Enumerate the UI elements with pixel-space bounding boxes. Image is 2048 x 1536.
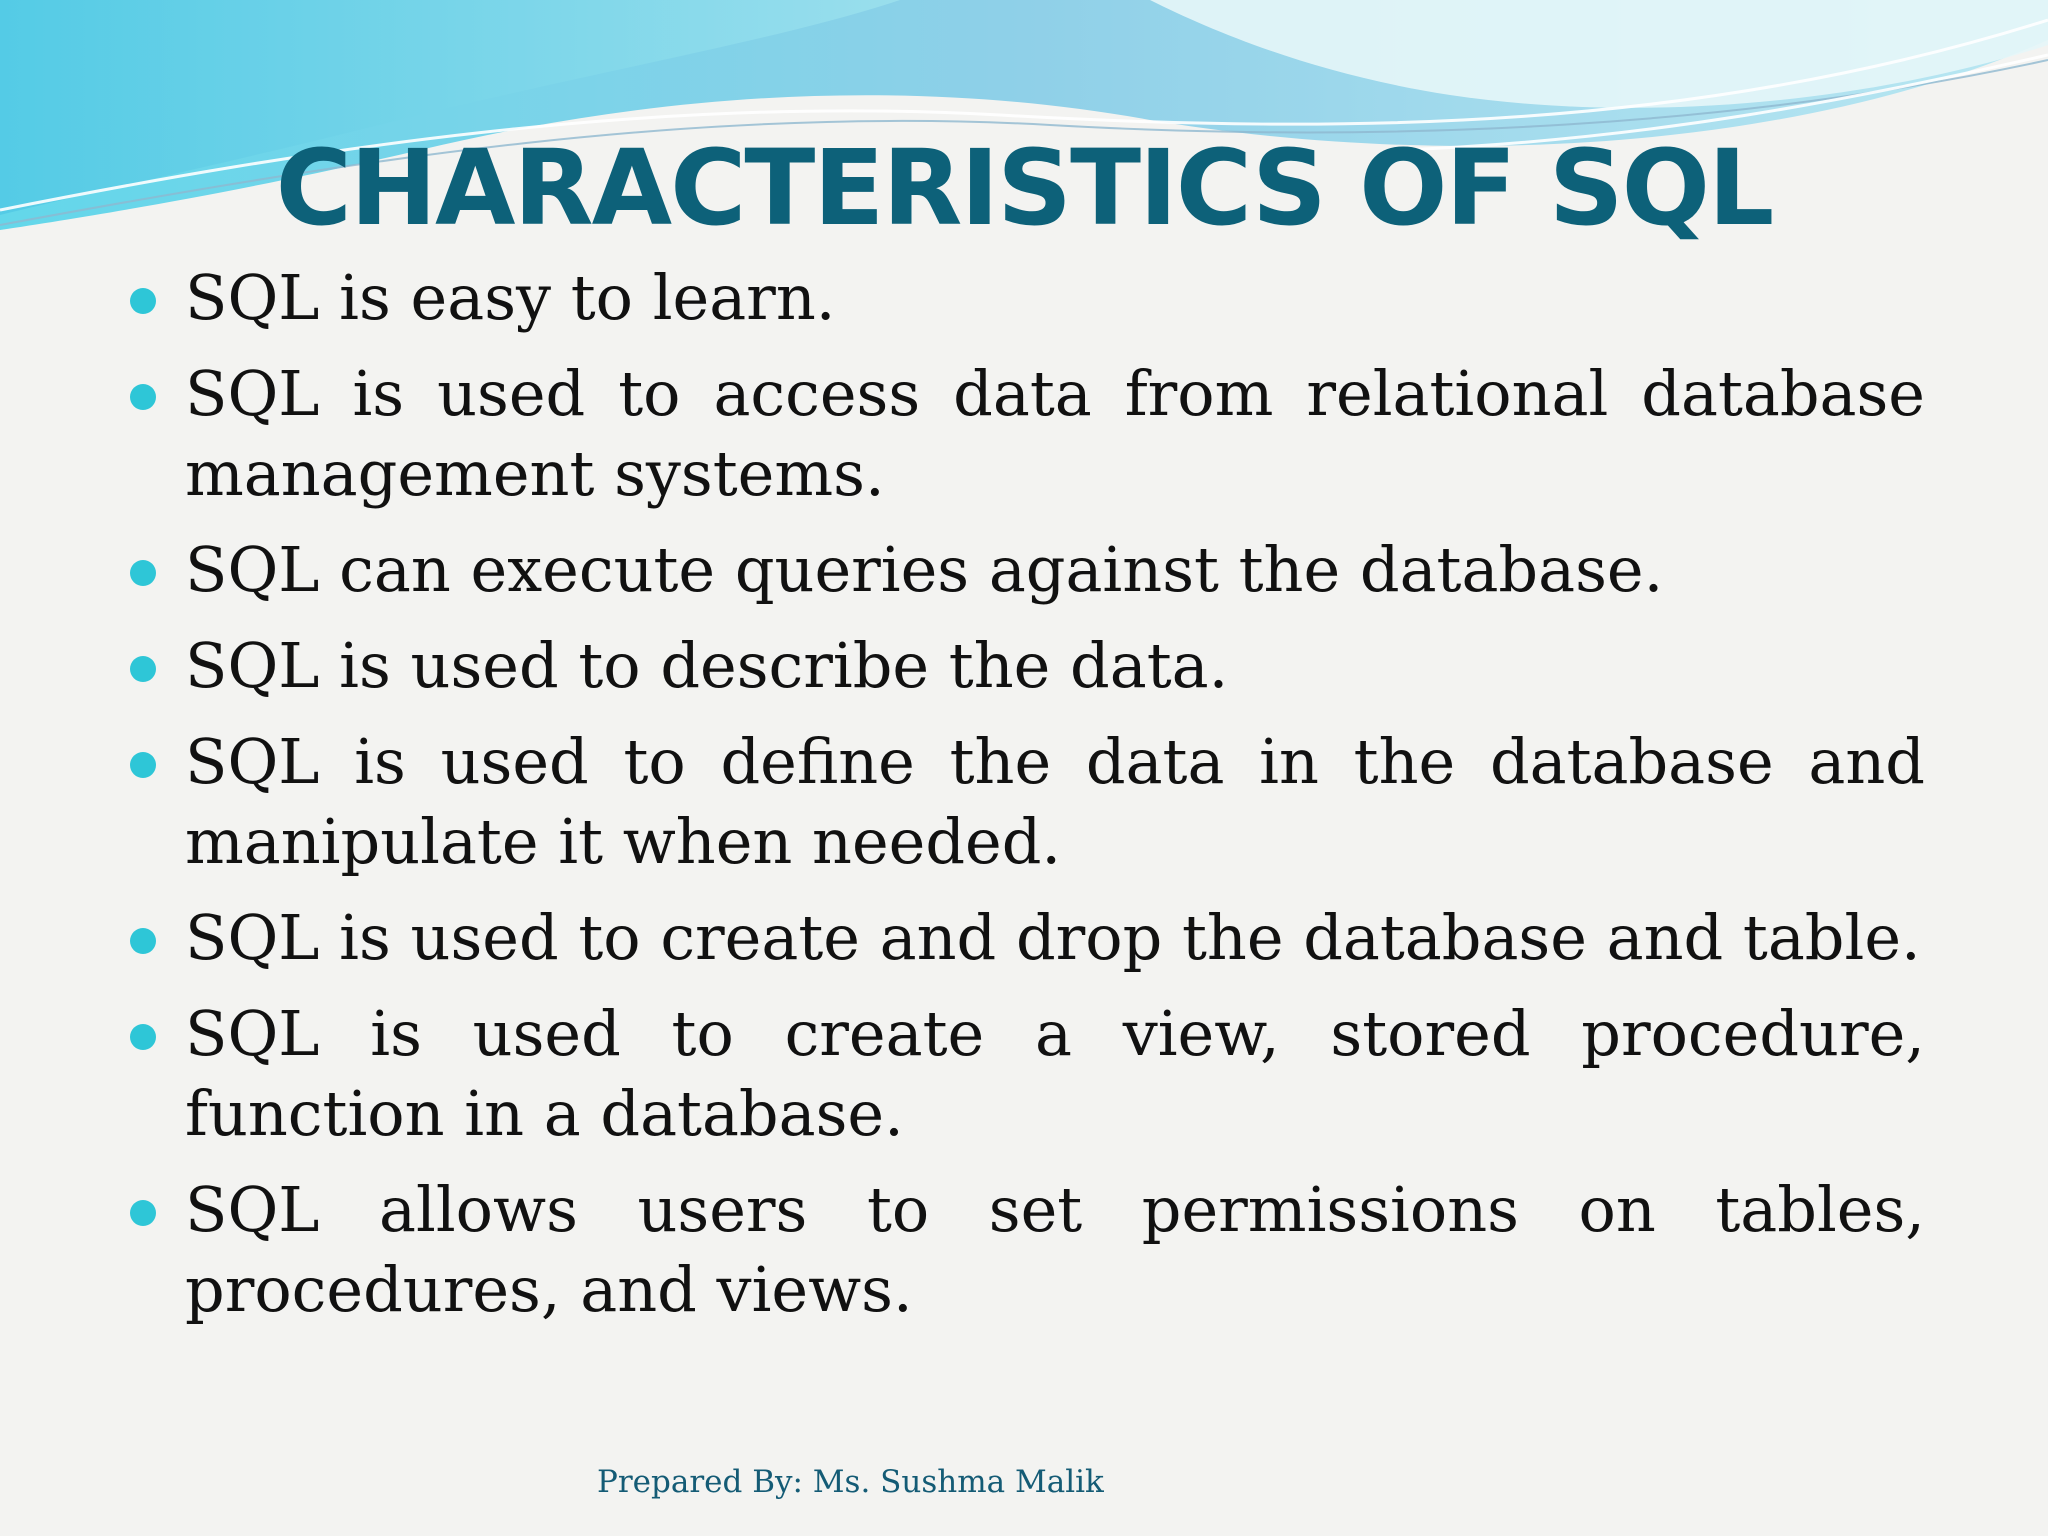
bullet-text: SQL is used to create and drop the database and table. (185, 901, 1921, 974)
bullet-list (130, 258, 1925, 1346)
bullet-item (130, 354, 1925, 514)
bullet-text: SQL can execute queries against the database. (185, 533, 1664, 606)
bullet-item (130, 722, 1925, 882)
bullet-item (130, 258, 1925, 338)
bullet-item (130, 898, 1925, 978)
bullet-text: SQL is used to access data from relational database management systems. (185, 357, 1925, 510)
bullet-text: SQL is easy to learn. (185, 261, 836, 334)
bullet-dot-icon (130, 928, 156, 954)
bullet-text: SQL is used to create a view, stored procedure, function in a database. (185, 997, 1925, 1150)
bullet-dot-icon (130, 1024, 156, 1050)
bullet-text: SQL is used to describe the data. (185, 629, 1229, 702)
bullet-dot-icon (130, 560, 156, 586)
bullet-dot-icon (130, 384, 156, 410)
bullet-text: SQL is used to define the data in the database and manipulate it when needed. (185, 725, 1925, 878)
bullet-item (130, 994, 1925, 1154)
bullet-dot-icon (130, 1200, 156, 1226)
bullet-item (130, 1170, 1925, 1330)
bullet-item (130, 530, 1925, 610)
bullet-dot-icon (130, 288, 156, 314)
bullet-dot-icon (130, 656, 156, 682)
bullet-text: SQL allows users to set permissions on tables, procedures, and views. (185, 1173, 1925, 1326)
bullet-dot-icon (130, 752, 156, 778)
slide-title: CHARACTERISTICS OF SQL (275, 127, 1773, 249)
footer-credit: Prepared By: Ms. Sushma Malik (597, 1464, 1104, 1500)
bullet-item (130, 626, 1925, 706)
